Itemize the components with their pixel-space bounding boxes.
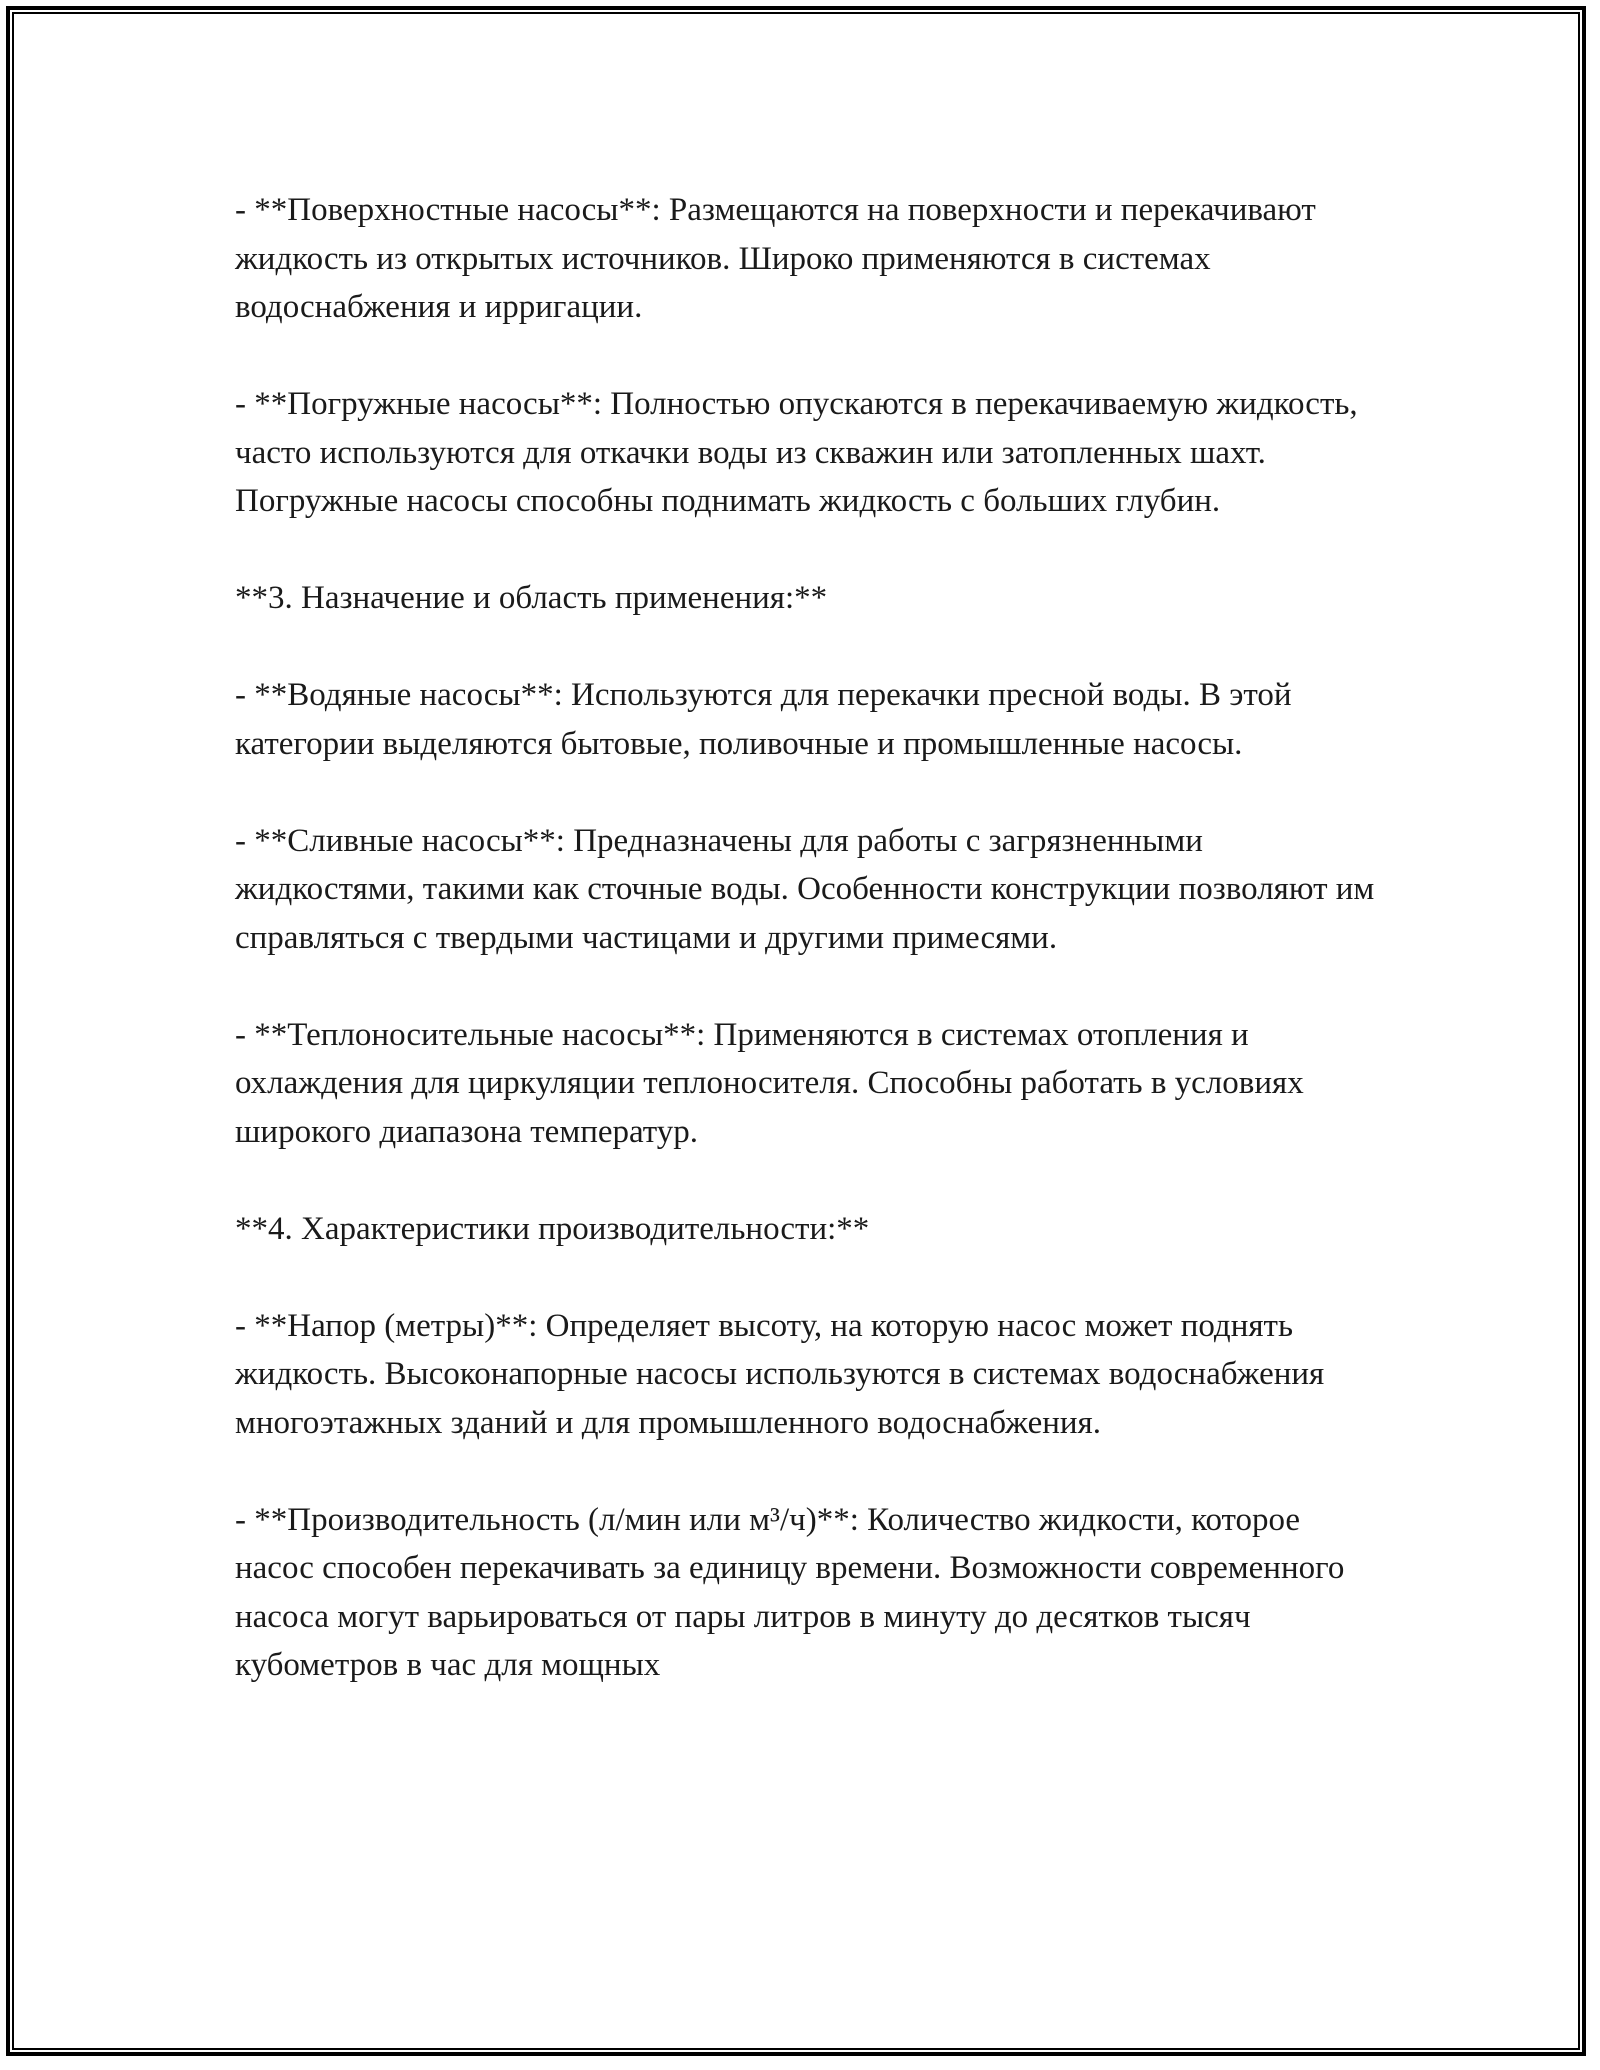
section-heading-purpose: **3. Назначение и область применения:** xyxy=(235,580,828,616)
section-heading-performance: **4. Характеристики производительности:** xyxy=(235,1210,870,1247)
paragraph-surface-pumps: - **Поверхностные насосы**: Размещаются на поверхности и перекачивают жидкость из открытых источников. Широко применяются в системах водоснабжения и ирригации. xyxy=(235,192,1316,325)
paragraph-drain-pumps: - **Сливные насосы**: Предназначены для работы с загрязненными жидкостями, такими как сточные воды. Особенности конструкции позволяют им справляться с твердыми частицами и другими примесями. xyxy=(235,822,1375,956)
paragraph-flow-rate: - **Производительность (л/мин или м³/ч)**: Количество жидкости, которое насос способен перекачивать за единицу времени. Возможности современного насоса могут варьироваться от пары литров в минуту до десятков тысяч кубометров в час для мощных xyxy=(235,1501,1345,1683)
paragraph-heat-carrier-pumps: - **Теплоносительные насосы**: Применяются в системах отопления и охлаждения для циркуляции теплоносителя. Способны работать в условиях широкого диапазона температур. xyxy=(235,1016,1304,1150)
paragraph-water-pumps: - **Водяные насосы**: Используются для перекачки пресной воды. В этой категории выделяются бытовые, поливочные и промышленные насосы. xyxy=(235,677,1292,762)
paragraph-head-meters: - **Напор (метры)**: Определяет высоту, на которую насос может поднять жидкость. Высоконапорные насосы используются в системах водоснабжения многоэтажных зданий и для промышленного водоснабжения. xyxy=(235,1307,1325,1441)
document-body xyxy=(235,186,1385,1690)
paragraph-submersible-pumps: - **Погружные насосы**: Полностью опускаются в перекачиваемую жидкость, часто используются для откачки воды из скважин или затопленных шахт. Погружные насосы способны поднимать жидкость с больших глубин. xyxy=(235,386,1358,519)
